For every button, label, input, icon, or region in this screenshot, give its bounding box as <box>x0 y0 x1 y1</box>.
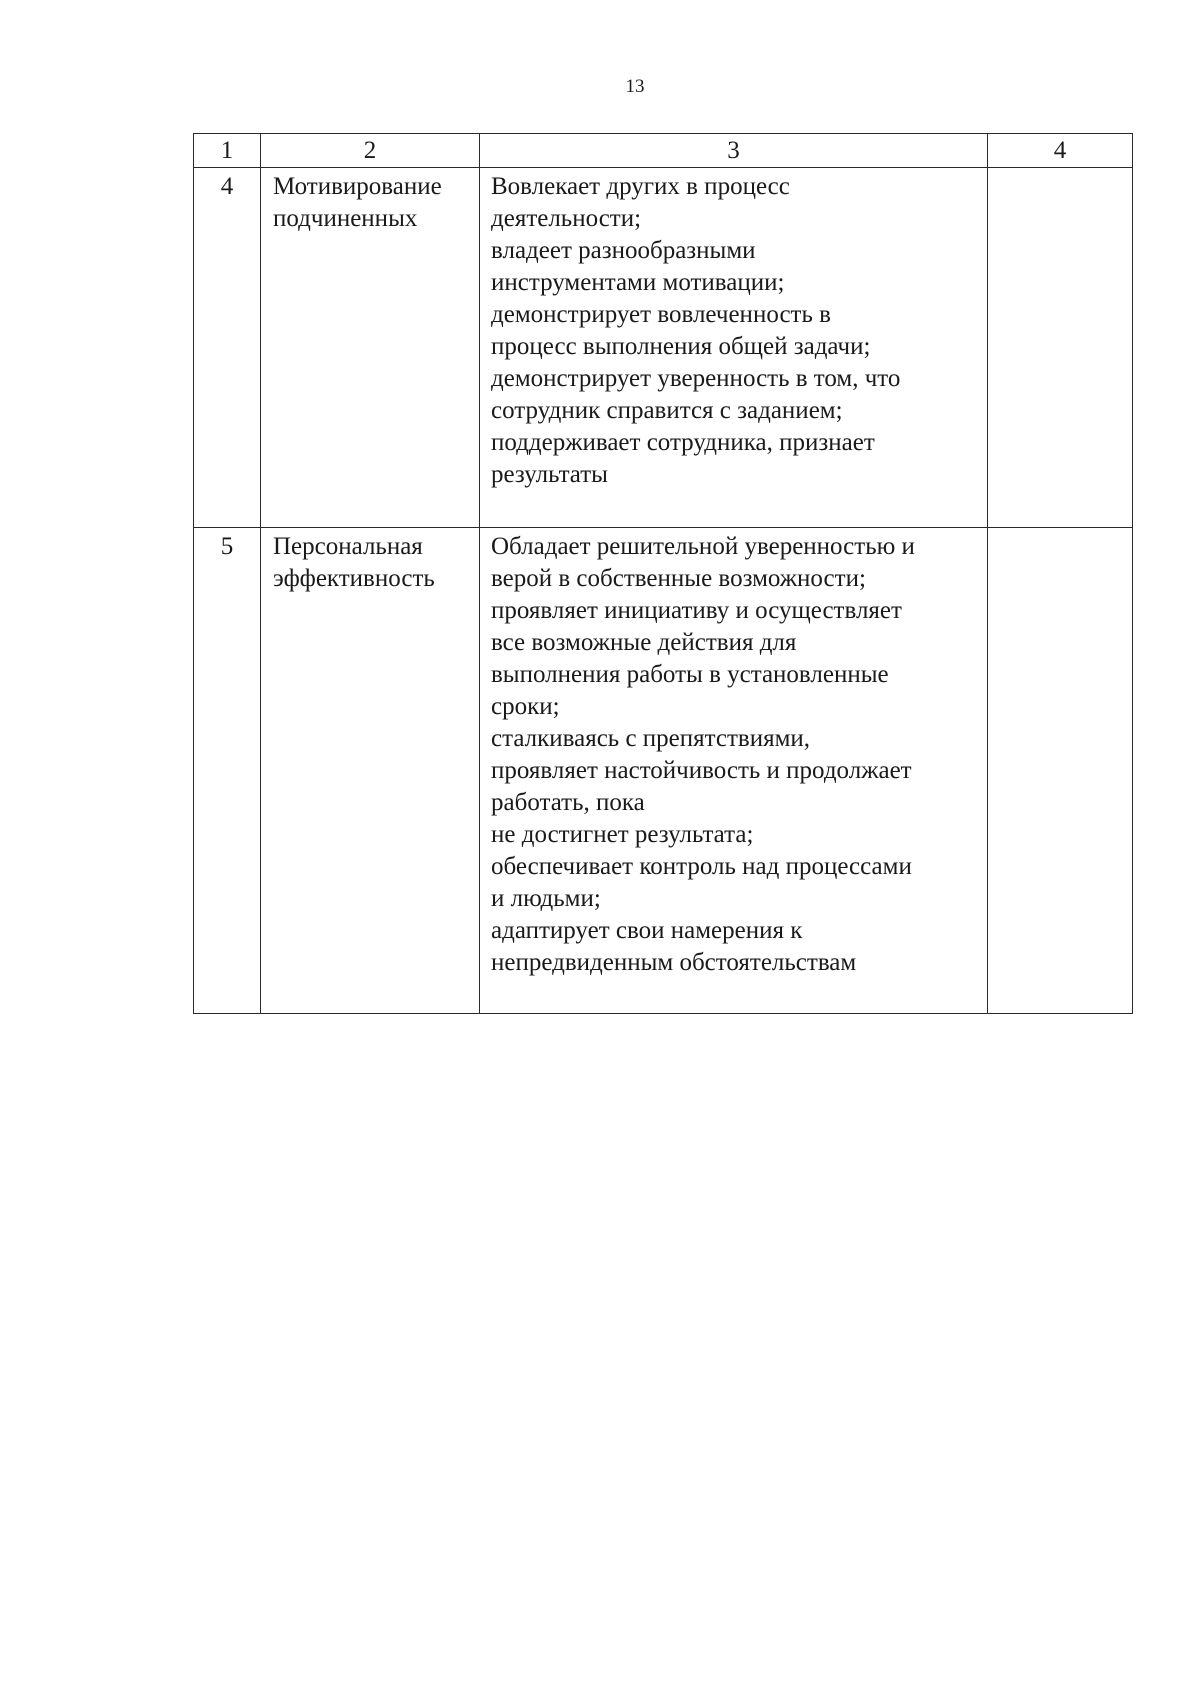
description-line: Вовлекает других в процесс <box>491 173 790 200</box>
column-4-cell <box>988 168 1133 528</box>
description-line: непредвиденным обстоятельствам <box>491 949 857 976</box>
competency-table <box>193 133 1133 1014</box>
competency-name: Персональная эффективность <box>261 528 480 1014</box>
header-col-2: 2 <box>261 134 480 168</box>
header-col-3: 3 <box>480 134 988 168</box>
table-row <box>194 168 1133 528</box>
description-line: поддерживает сотрудника, признает <box>491 429 875 456</box>
description-line: сталкиваясь с препятствиями, <box>491 725 811 752</box>
description-line: демонстрирует вовлеченность в <box>491 301 831 328</box>
description-line: процесс выполнения общей задачи; <box>491 333 871 360</box>
description-line: и людьми; <box>491 885 601 912</box>
description-line: проявляет инициативу и осуществляет <box>491 597 902 624</box>
competency-description <box>480 528 988 1014</box>
competency-description <box>480 168 988 528</box>
description-line: выполнения работы в установленные <box>491 661 889 688</box>
competency-name: Мотивирование подчиненных <box>261 168 480 528</box>
table-row <box>194 528 1133 1014</box>
header-col-4: 4 <box>988 134 1133 168</box>
description-line: обеспечивает контроль над процессами <box>491 853 912 880</box>
description-line: деятельности; <box>491 205 642 232</box>
description-line: сроки; <box>491 693 560 720</box>
row-number: 4 <box>194 168 261 528</box>
description-line: верой в собственные возможности; <box>491 565 866 592</box>
description-line: все возможные действия для <box>491 629 797 656</box>
column-4-cell <box>988 528 1133 1014</box>
description-line: демонстрирует уверенность в том, что <box>491 365 901 392</box>
page-number: 13 <box>625 76 645 97</box>
description-line: работать, пока <box>491 789 645 816</box>
description-line: результаты <box>491 461 608 488</box>
description-line: проявляет настойчивость и продолжает <box>491 757 912 784</box>
table-header-row <box>194 134 1133 168</box>
description-line: инструментами мотивации; <box>491 269 785 296</box>
description-line: владеет разнообразными <box>491 237 756 264</box>
row-number: 5 <box>194 528 261 1014</box>
description-line: не достигнет результата; <box>491 821 754 848</box>
header-col-1: 1 <box>194 134 261 168</box>
description-line: адаптирует свои намерения к <box>491 917 803 944</box>
description-line: Обладает решительной уверенностью и <box>491 533 915 560</box>
description-line: сотрудник справится с заданием; <box>491 397 843 424</box>
